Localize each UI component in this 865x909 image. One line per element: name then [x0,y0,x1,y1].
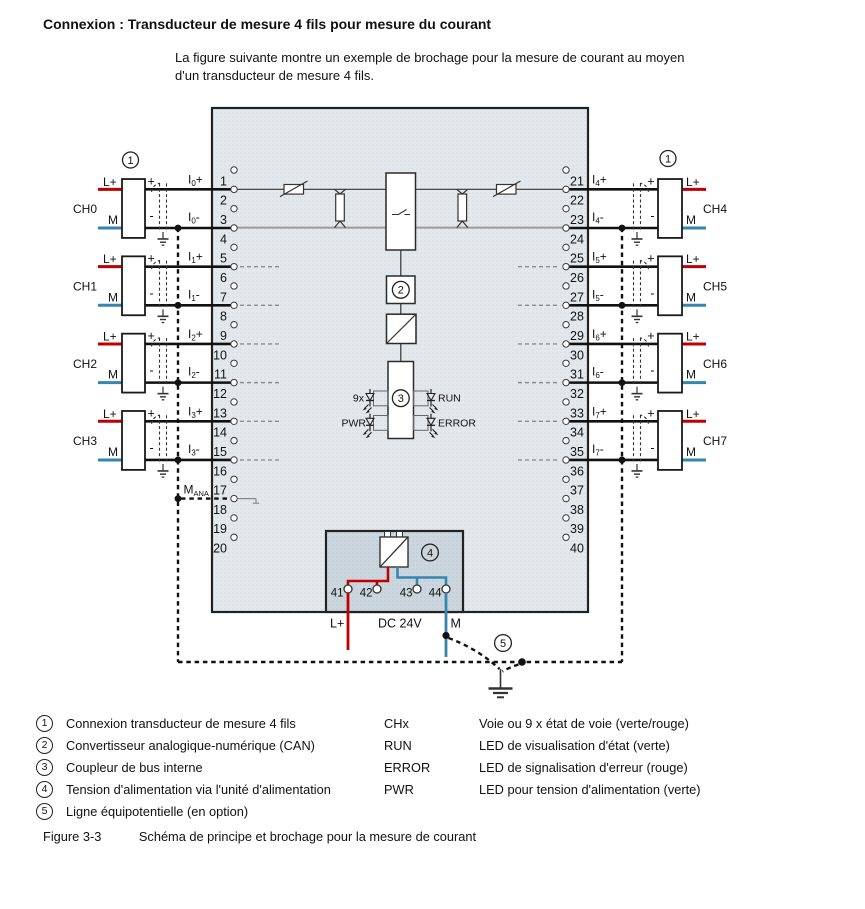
terminal-block-right [563,167,584,556]
channel-name-label: CH7 [703,434,728,449]
plus-terminal-label: + [647,406,655,421]
legend [36,712,826,822]
figure-caption [43,829,476,844]
psu-pin-42: 42 [359,587,373,600]
pin-number-right: 29 [570,328,584,343]
signal-label: $I_3+$ [188,404,203,420]
transducer-box [122,179,145,238]
minus-terminal-label: - [650,208,655,223]
plus-terminal-label: + [647,174,655,189]
transducer-box [658,411,682,470]
signal-label: $I_6+$ [592,326,607,343]
multiplexer-box [386,173,416,250]
psu-voltage-label: DC 24V [378,616,422,631]
pin-number-left: 8 [220,309,227,324]
legend-desc: LED de signalisation d'erreur (rouge) [479,759,688,775]
figure-number: Figure 3-3 [43,829,102,844]
m-label: M [108,290,118,305]
plus-terminal-label: + [147,406,155,421]
psu-lplus-label: L+ [330,616,345,631]
minus-terminal-label: - [149,208,154,223]
callout-transducer-right-num: 1 [664,153,672,166]
pin-number-right: 25 [570,251,584,266]
pin-number-left: 16 [213,464,227,479]
m-label: M [686,290,696,305]
lplus-label: L+ [103,174,117,189]
pin-number-left: 18 [213,502,227,517]
channel-name-label: CH2 [73,356,98,371]
transducer-box [658,256,682,315]
m-label: M [108,367,118,382]
pin-number-right: 33 [570,406,584,421]
terminal-circle [231,244,237,250]
figure-text: Schéma de principe et brochage pour la mesure de courant [138,829,477,844]
terminal-circle [231,515,237,521]
plus-terminal-label: + [647,328,655,343]
terminal-circle [231,476,237,482]
lplus-label: L+ [686,252,700,267]
pin-number-right: 39 [570,522,584,537]
transducer-box [658,334,682,393]
terminal-circle [231,534,237,540]
pin-number-right: 36 [570,464,584,479]
legend-callout-3: 3 [36,759,53,776]
pin-number-left: 13 [213,406,227,421]
terminal-circle [231,399,237,405]
mana-junction-dot [619,225,626,232]
lplus-label: L+ [686,406,700,421]
plus-terminal-label: + [147,251,155,266]
legend-callout-1: 1 [36,715,53,732]
mana-junction-dot [619,302,626,309]
pin-number-left: 9 [220,328,227,343]
terminal-circle [563,244,569,250]
pin-number-right: 30 [570,348,584,363]
pin-number-right: 28 [570,309,584,324]
terminal-circle [563,341,569,347]
signal-label: $I_5+$ [592,249,607,266]
pin-number-right: 35 [570,444,584,459]
terminal-circle [231,418,237,424]
signal-label: $I_1+$ [188,249,203,266]
minus-terminal-label: - [650,363,655,378]
pin-number-right: 40 [570,541,584,556]
pin-number-right: 31 [570,367,584,382]
pin-number-left: 2 [220,193,227,208]
pin-number-right: 32 [570,386,584,401]
pin-number-left: 20 [213,541,227,556]
plus-terminal-label: + [647,251,655,266]
error-label: ERROR [438,417,476,430]
terminal-circle [231,205,237,211]
legend-row [36,756,826,778]
minus-terminal-label: - [650,286,655,301]
transducer-box [122,411,145,470]
terminal-circle [231,186,237,192]
terminal-circle [231,341,237,347]
signal-label: $I_7-$ [592,441,604,458]
psu-m-label: M [450,616,461,631]
ground-icon [489,669,513,697]
pin-number-left: 5 [220,251,227,266]
terminal-circle [563,263,569,269]
channel-name-label: CH4 [703,202,728,217]
terminal-circle [563,205,569,211]
signal-label: $I_6-$ [592,364,604,381]
pin-number-left: 6 [220,270,227,285]
terminal-circle [563,418,569,424]
legend-row [36,734,826,756]
pin-number-right: 26 [570,270,584,285]
power-supply-unit [326,531,463,657]
channel-name-label: CH1 [73,279,98,294]
terminal-circle [563,515,569,521]
pin-number-left: 4 [220,232,227,247]
m-label: M [108,444,118,459]
terminal-circle [563,534,569,540]
signal-label: $I_0-$ [188,209,200,226]
lplus-label: L+ [103,252,117,267]
signal-label: $I_5-$ [592,287,604,303]
pin-number-left: 7 [220,290,227,305]
channel-name-label: CH6 [703,356,728,371]
terminal-circle [231,360,237,366]
terminal-circle [231,379,237,385]
legend-abbr: PWR [384,781,414,797]
intro-line-1: La figure suivante montre un exemple de brochage pour la mesure de courant au moyen [175,50,685,65]
pin-number-left: 10 [213,348,227,363]
terminal-circle [563,399,569,405]
pin-number-left: 17 [213,483,227,498]
lplus-label: L+ [686,329,700,344]
terminal-circle [563,321,569,327]
signal-label: $I_3-$ [188,441,200,458]
m-label: M [686,367,696,382]
pin-number-left: 3 [220,212,227,227]
legend-term: Tension d'alimentation via l'unité d'alimentation [66,781,331,797]
callout-adc: 2 [397,284,404,297]
pin-number-right: 23 [570,212,584,227]
terminal-circle [231,283,237,289]
legend-callout-4: 4 [36,781,53,798]
legend-term: Connexion transducteur de mesure 4 fils [66,715,296,731]
terminal-circle [563,225,569,231]
minus-terminal-label: - [650,440,655,455]
signal-label: $I_2-$ [188,364,200,381]
legend-desc: LED pour tension d'alimentation (verte) [479,781,701,797]
legend-callout-2: 2 [36,737,53,754]
lplus-label: L+ [103,329,117,344]
pin-number-left: 12 [213,386,227,401]
m-label: M [686,444,696,459]
legend-callout-5: 5 [36,803,53,820]
psu-pin-43: 43 [399,587,413,600]
terminal-circle [563,476,569,482]
pin-number-right: 34 [570,425,584,440]
plus-terminal-label: + [147,174,155,189]
led-count-label: 9x [352,392,364,405]
terminal-circle [563,360,569,366]
legend-abbr: ERROR [384,759,431,775]
psu-pin-44: 44 [428,587,442,600]
mana-junction-dot [619,457,626,464]
pin-number-left: 15 [213,444,227,459]
channel-name-label: CH3 [73,434,98,449]
callout-bus-coupler: 3 [397,393,404,405]
signal-label: $I_7+$ [592,404,607,420]
minus-terminal-label: - [149,363,154,378]
terminal-circle [231,495,237,501]
psu-pin-41: 41 [330,587,344,600]
terminal-circle [231,321,237,327]
legend-term: Ligne équipotentielle (en option) [66,803,249,819]
signal-label: $I_4-$ [592,209,604,226]
legend-row [36,800,826,822]
signal-label: $I_0+$ [188,172,203,188]
terminal-circle [563,457,569,463]
terminal-circle [231,263,237,269]
legend-term: Coupleur de bus interne [66,759,203,775]
terminal-circle [563,302,569,308]
pin-number-left: 19 [213,522,227,537]
callout-transducer-left-num: 1 [127,154,134,167]
legend-abbr: RUN [384,737,412,753]
lplus-label: L+ [686,174,700,189]
transducer-box [658,179,682,238]
terminal-circle [563,283,569,289]
terminal-circle [231,225,237,231]
mana-junction-dot [175,379,182,386]
pin-number-right: 21 [570,174,584,189]
pin-number-right: 22 [570,193,584,208]
terminal-circle [563,495,569,501]
signal-label: $I_4+$ [592,172,607,188]
pin-number-left: 14 [213,425,227,440]
signal-chain [387,250,417,439]
intro-line-2: d'un transducteur de mesure 4 fils. [175,67,375,83]
mana-label: $M_{ANA}$ [183,482,209,498]
pin-number-right: 37 [570,483,584,498]
mana-junction-dot [175,225,182,232]
signal-label: $I_1-$ [188,287,200,303]
terminal-circle [231,167,237,173]
channel-group-ch0 [73,172,234,245]
legend-term: Convertisseur analogique-numérique (CAN) [66,737,315,753]
m-label: M [686,212,696,227]
callout-psu: 4 [426,547,434,560]
signal-label: $I_2+$ [188,326,203,343]
legend-row [36,712,826,734]
minus-terminal-label: - [149,286,154,301]
channel-name-label: CH5 [703,279,728,294]
terminal-circle [231,457,237,463]
terminal-circle [563,437,569,443]
run-label: RUN [438,392,461,405]
mana-junction-dot [175,457,182,464]
mana-junction-dot [619,379,626,386]
channel-group-ch4 [566,172,727,245]
pwr-label: PWR [341,417,366,430]
page-title: Connexion : Transducteur de mesure 4 fils pour mesure du courant [43,16,492,32]
legend-desc: LED de visualisation d'état (verte) [479,737,670,753]
pin-number-left: 11 [214,367,227,382]
legend-desc: Voie ou 9 x état de voie (verte/rouge) [479,715,689,731]
callout-equipotential: 5 [499,637,507,650]
minus-terminal-label: - [149,440,154,455]
legend-row [36,778,826,800]
pin-number-right: 38 [570,502,584,517]
m-label: M [108,212,118,227]
terminal-circle [563,186,569,192]
transducer-box [122,256,145,315]
transducer-box [122,334,145,393]
terminal-circle [231,302,237,308]
pin-number-right: 27 [570,290,584,305]
pin-number-right: 24 [570,232,584,247]
terminal-circle [563,167,569,173]
pin-number-left: 1 [220,174,227,189]
mana-junction-dot [175,302,182,309]
legend-abbr: CHx [384,715,409,731]
plus-terminal-label: + [147,328,155,343]
lplus-label: L+ [103,406,117,421]
channel-name-label: CH0 [73,202,98,217]
terminal-circle [563,379,569,385]
terminal-circle [231,437,237,443]
